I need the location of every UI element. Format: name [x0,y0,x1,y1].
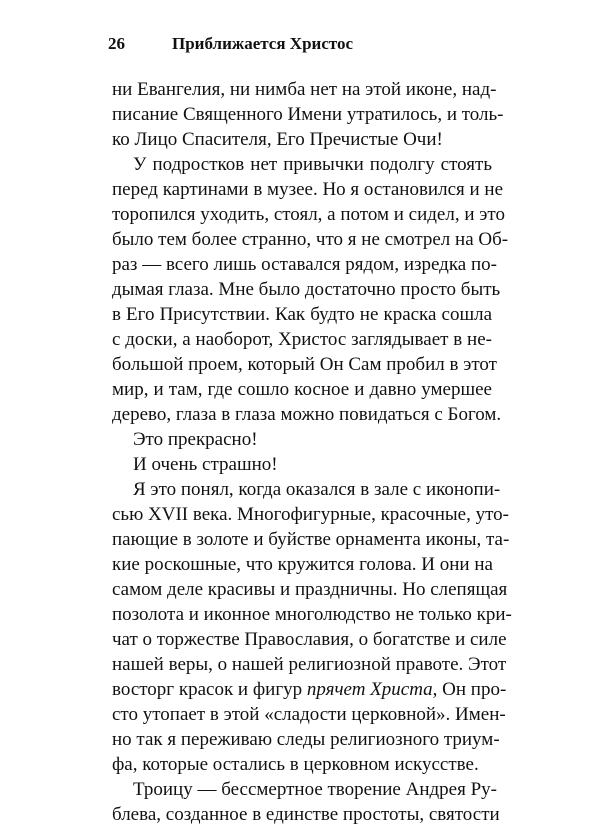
text-line: кие роскошные, что кружится голова. И они на [112,554,493,575]
body-text [112,77,512,827]
text-line: самом деле красивы и праздничны. Но слепящая [112,579,508,600]
text-line: Это прекрасно! [133,429,258,450]
text-line: перед картинами в музее. Но я остановился и не [112,179,504,200]
text-line: торопился уходить, стоял, а потом и сидел, и это [112,204,505,225]
text-line: И очень страшно! [133,454,278,475]
running-title: Приближается Христос [172,34,354,53]
text-line: нашей веры, о нашей религиозной правоте. Этот [112,654,507,675]
text-line: ни Евангелия, ни нимба нет на этой иконе, над- [112,79,497,100]
text-line: сью XVII века. Многофигурные, красочные, уто- [112,504,509,525]
text-line: дымая глаза. Мне было достаточно просто быть [112,279,501,300]
emphasized-phrase: прячет Христа [306,679,433,700]
text-line: Я это понял, когда оказался в зале с иконопи- [133,479,501,500]
text-line: У подростков нет привычки подолгу стоять [133,154,492,175]
text-line: сто утопает в этой «сладости церковной». Имен- [112,704,506,725]
line-text-after: , Он про- [432,679,507,700]
text-line: писание Священного Имени утратилось, и толь- [112,104,504,125]
text-line: раз — всего лишь оставался рядом, изредка по- [112,254,497,275]
line-text-before: восторг красок и фигур [112,679,307,700]
text-line: Троицу — бессмертное творение Андрея Ру- [133,779,497,800]
text-line: позолота и иконное многолюдство не только кри- [112,604,512,625]
text-line: пающие в золоте и буйстве орнамента иконы, та- [112,529,510,550]
page-number: 26 [108,34,125,53]
text-line: с доски, а наоборот, Христос заглядывает в не- [112,329,492,350]
text-line: но так я переживаю следы религиозного триум- [112,729,500,750]
text-line: дерево, глаза в глаза можно повидаться с Богом. [112,404,502,425]
text-line: ко Лицо Спасителя, Его Пречистые Очи! [112,129,443,150]
text-line: чат о торжестве Православия, о богатстве и силе [112,629,507,650]
running-head [108,34,488,58]
text-line: было тем более странно, что я не смотрел на Об- [112,229,509,250]
text-line: в Его Присутствии. Как будто не краска сошла [112,304,492,325]
text-line: фа, которые остались в церковном искусстве. [112,754,479,775]
text-line: большой проем, который Он Сам пробил в этот [112,354,497,375]
text-line: блева, созданное в единстве простоты, святости [112,804,500,825]
text-line-with-emphasis [112,677,507,702]
text-line: мир, и там, где сошло косное и давно умершее [112,379,492,400]
